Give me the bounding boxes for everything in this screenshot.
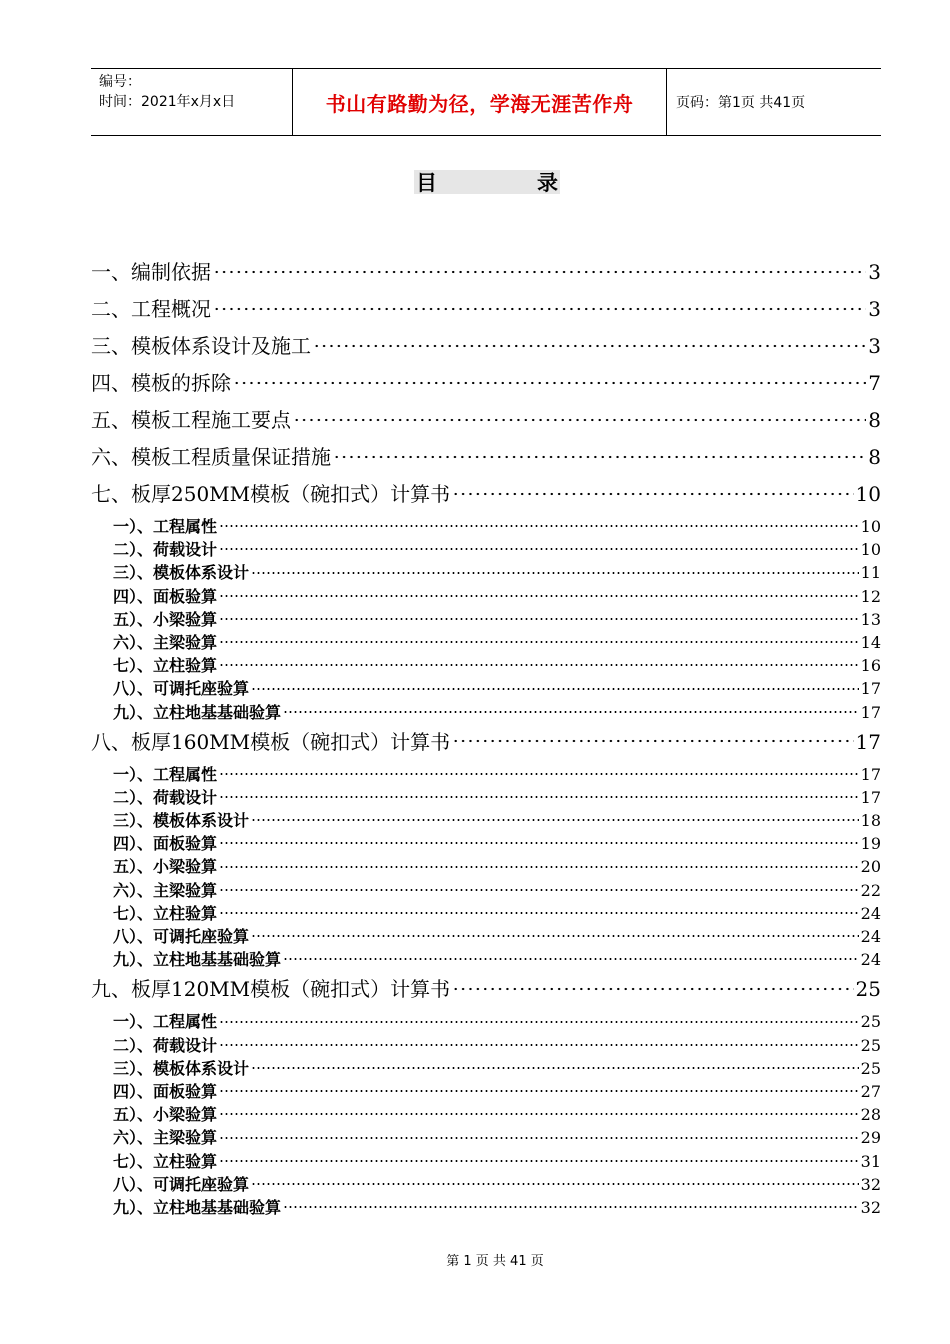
- toc-entry-page-number: 17: [855, 729, 881, 754]
- toc-entry-page-number: 3: [868, 334, 881, 358]
- table-of-contents: [91, 254, 881, 1219]
- dot-leader: [333, 445, 866, 465]
- toc-entry-page-number: 32: [860, 1174, 881, 1194]
- toc-entry-label: 八、板厚160MM模板（碗扣式）计算书: [91, 729, 451, 754]
- toc-entry-page-number: 24: [860, 927, 881, 946]
- dot-leader: [313, 334, 866, 354]
- toc-subsection-entry[interactable]: [91, 701, 881, 724]
- dot-leader: [452, 977, 853, 997]
- toc-entry-page-number: 24: [860, 950, 881, 970]
- header-meta: [91, 69, 292, 135]
- toc-entry-page-number: 22: [860, 880, 881, 900]
- toc-entry-label: 九）、立柱地基基础验算: [113, 1197, 282, 1217]
- toc-subsection-entry[interactable]: [91, 948, 881, 971]
- toc-entry-label: 一、编制依据: [91, 260, 211, 284]
- dot-leader: [219, 517, 859, 533]
- toc-entry-label: 五、模板工程施工要点: [91, 408, 291, 432]
- dot-leader: [219, 1036, 859, 1052]
- toc-entry-page-number: 28: [860, 1105, 881, 1125]
- toc-entry-page-number: 17: [860, 787, 881, 807]
- toc-entry-label: 一）、工程属性: [113, 764, 218, 784]
- toc-subsection-entry[interactable]: [91, 608, 881, 631]
- toc-entry-page-number: 8: [868, 445, 881, 469]
- dot-leader: [219, 1128, 859, 1144]
- toc-entry-page-number: 25: [860, 1058, 881, 1078]
- toc-entry-label: 六、模板工程质量保证措施: [91, 445, 331, 469]
- toc-entry-label: 九）、立柱地基基础验算: [113, 702, 282, 722]
- toc-entry-page-number: 3: [868, 260, 881, 284]
- toc-entry-page-number: 16: [860, 656, 881, 676]
- dot-leader: [219, 788, 859, 804]
- dot-leader: [233, 371, 866, 391]
- toc-title-left: 目: [416, 171, 437, 195]
- toc-subsection-entry[interactable]: [91, 1196, 881, 1219]
- dot-leader: [283, 950, 859, 966]
- toc-section-entry[interactable]: [91, 971, 881, 1008]
- toc-entry-page-number: 17: [860, 764, 881, 784]
- toc-entry-page-number: 19: [860, 834, 881, 854]
- toc-entry-label: 二）、荷载设计: [113, 540, 218, 560]
- toc-subsection-entry[interactable]: [91, 515, 881, 538]
- toc-entry-label: 二）、荷载设计: [113, 1035, 218, 1055]
- toc-section-entry[interactable]: [91, 254, 881, 291]
- dot-leader: [219, 834, 859, 850]
- toc-entry-page-number: 25: [860, 1012, 881, 1032]
- toc-entry-page-number: 3: [868, 297, 881, 321]
- toc-subsection-entry[interactable]: [91, 1173, 881, 1196]
- toc-title-right: 录: [537, 171, 558, 195]
- toc-entry-label: 六）、主梁验算: [113, 880, 218, 900]
- dot-leader: [219, 1152, 859, 1168]
- toc-entry-label: 二、工程概况: [91, 297, 211, 321]
- dot-leader: [293, 408, 866, 428]
- page-header: [91, 68, 881, 136]
- toc-entry-page-number: 27: [860, 1081, 881, 1101]
- dot-leader: [251, 811, 859, 827]
- toc-entry-label: 八）、可调托座验算: [113, 927, 250, 946]
- dot-leader: [219, 881, 859, 897]
- toc-subsection-entry[interactable]: [91, 585, 881, 608]
- toc-entry-page-number: 17: [860, 702, 881, 722]
- dot-leader: [251, 679, 859, 695]
- dot-leader: [251, 1059, 859, 1075]
- dot-leader: [219, 1012, 859, 1028]
- toc-subsection-entry[interactable]: [91, 538, 881, 561]
- dot-leader: [219, 765, 859, 781]
- header-page-label: 页码：第1页 共41页: [676, 95, 806, 111]
- toc-subsection-entry[interactable]: [91, 654, 881, 677]
- header-motto: 书山有路勤为径，学海无涯苦作舟: [292, 69, 667, 135]
- toc-entry-label: 七、板厚250MM模板（碗扣式）计算书: [91, 482, 451, 506]
- toc-subsection-entry[interactable]: [91, 677, 881, 700]
- dot-leader: [219, 610, 859, 626]
- toc-entry-label: 七）、立柱验算: [113, 1151, 218, 1171]
- toc-entry-page-number: 14: [860, 632, 881, 652]
- toc-entry-page-number: 25: [855, 977, 881, 1002]
- toc-entry-label: 六）、主梁验算: [113, 632, 218, 652]
- toc-entry-page-number: 12: [860, 586, 881, 606]
- toc-entry-page-number: 8: [868, 408, 881, 432]
- toc-subsection-entry[interactable]: [91, 561, 881, 584]
- toc-entry-page-number: 13: [860, 609, 881, 629]
- dot-leader: [219, 587, 859, 603]
- toc-entry-label: 七）、立柱验算: [113, 903, 218, 923]
- toc-section-entry[interactable]: [91, 328, 881, 365]
- toc-entry-page-number: 20: [860, 857, 881, 877]
- toc-entry-page-number: 17: [860, 679, 881, 699]
- toc-entry-label: 九）、立柱地基基础验算: [113, 950, 282, 970]
- toc-entry-page-number: 10: [860, 540, 881, 560]
- toc-subsection-entry[interactable]: [91, 809, 881, 832]
- toc-section-entry[interactable]: [91, 291, 881, 328]
- toc-entry-label: 三）、模板体系设计: [113, 563, 250, 583]
- toc-entry-page-number: 10: [860, 517, 881, 536]
- document-number-label: 编号：: [99, 74, 141, 90]
- toc-subsection-entry[interactable]: [91, 1126, 881, 1149]
- toc-entry-label: 六）、主梁验算: [113, 1128, 218, 1148]
- toc-entry-page-number: 10: [855, 482, 881, 506]
- dot-leader: [452, 730, 853, 750]
- toc-entry-label: 八）、可调托座验算: [113, 679, 250, 699]
- toc-entry-label: 七）、立柱验算: [113, 656, 218, 676]
- toc-subsection-entry[interactable]: [91, 925, 881, 948]
- toc-entry-label: 四）、面板验算: [113, 834, 218, 854]
- toc-entry-label: 三、模板体系设计及施工: [91, 334, 311, 358]
- toc-entry-page-number: 7: [868, 371, 881, 395]
- page-footer: 第 1 页 共 41 页: [446, 1254, 544, 1269]
- toc-entry-page-number: 29: [860, 1128, 881, 1148]
- toc-subsection-entry[interactable]: [91, 832, 881, 855]
- toc-entry-label: 五）、小梁验算: [113, 1105, 218, 1125]
- dot-leader: [219, 1105, 859, 1121]
- dot-leader: [219, 857, 859, 873]
- toc-entry-label: 二）、荷载设计: [113, 787, 218, 807]
- toc-entry-label: 四）、面板验算: [113, 1081, 218, 1101]
- toc-entry-label: 四、模板的拆除: [91, 371, 231, 395]
- toc-entry-label: 九、板厚120MM模板（碗扣式）计算书: [91, 977, 451, 1002]
- toc-subsection-entry[interactable]: [91, 1057, 881, 1080]
- toc-section-entry[interactable]: [91, 402, 881, 439]
- toc-subsection-entry[interactable]: [91, 879, 881, 902]
- toc-entry-label: 三）、模板体系设计: [113, 1058, 250, 1078]
- toc-subsection-entry[interactable]: [91, 1080, 881, 1103]
- toc-entry-label: 一）、工程属性: [113, 1012, 218, 1032]
- toc-entry-label: 一）、工程属性: [113, 517, 218, 536]
- toc-subsection-entry[interactable]: [91, 1103, 881, 1126]
- dot-leader: [283, 703, 859, 719]
- document-time-label: 时间：2021年x月x日: [99, 94, 236, 110]
- dot-leader: [251, 563, 859, 579]
- toc-subsection-entry[interactable]: [91, 1034, 881, 1057]
- toc-section-entry[interactable]: [91, 365, 881, 402]
- toc-subsection-entry[interactable]: [91, 902, 881, 925]
- toc-section-entry[interactable]: [91, 724, 881, 761]
- toc-subsection-entry[interactable]: [91, 631, 881, 654]
- toc-subsection-entry[interactable]: [91, 786, 881, 809]
- toc-entry-page-number: 24: [860, 903, 881, 923]
- toc-entry-page-number: 11: [860, 563, 881, 583]
- dot-leader: [219, 904, 859, 920]
- toc-entry-page-number: 32: [860, 1197, 881, 1217]
- toc-entry-label: 八）、可调托座验算: [113, 1174, 250, 1194]
- toc-entry-page-number: 31: [860, 1151, 881, 1171]
- dot-leader: [283, 1198, 859, 1214]
- dot-leader: [251, 1175, 859, 1191]
- toc-entry-label: 四）、面板验算: [113, 586, 218, 606]
- toc-subsection-entry[interactable]: [91, 1010, 881, 1033]
- dot-leader: [213, 297, 866, 317]
- toc-title: [414, 170, 560, 194]
- dot-leader: [219, 1082, 859, 1098]
- toc-subsection-entry[interactable]: [91, 1150, 881, 1173]
- dot-leader: [219, 540, 859, 556]
- toc-subsection-entry[interactable]: [91, 763, 881, 786]
- dot-leader: [251, 927, 859, 943]
- dot-leader: [213, 260, 866, 280]
- toc-entry-page-number: 25: [860, 1035, 881, 1055]
- toc-section-entry[interactable]: [91, 476, 881, 513]
- dot-leader: [219, 633, 859, 649]
- toc-section-entry[interactable]: [91, 439, 881, 476]
- toc-subsection-entry[interactable]: [91, 855, 881, 878]
- toc-entry-page-number: 18: [860, 811, 881, 831]
- toc-entry-label: 三）、模板体系设计: [113, 811, 250, 831]
- toc-entry-label: 五）、小梁验算: [113, 857, 218, 877]
- dot-leader: [219, 656, 859, 672]
- dot-leader: [452, 482, 853, 502]
- toc-entry-label: 五）、小梁验算: [113, 609, 218, 629]
